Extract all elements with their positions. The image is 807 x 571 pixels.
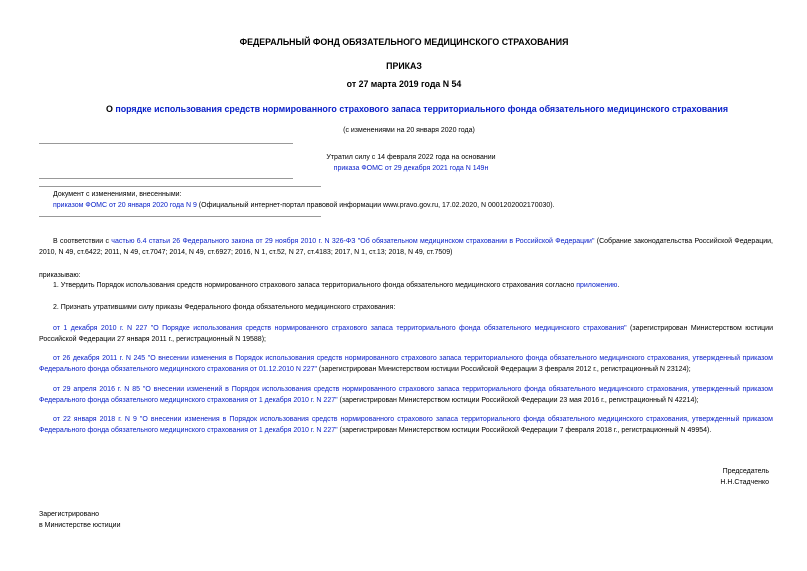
repealed-order-link[interactable]: от 29 апреля 2016 г. N 85 "О внесении изменений в Порядок использования средств нормированного страхового запаса территориального фонда обязательного медицинского страхования, утвержденный приказом Федерального фонда обязательного медицинского страхования от 1 декабря 2010 г. N 227" [39,386,773,404]
registered-line-2: в Министерстве юстиции [39,522,121,529]
signature-role: Председатель [722,468,769,475]
registered-line-1: Зарегистрировано [39,511,99,518]
repealed-order-2: от 26 декабря 2011 г. N 245 "О внесении изменения в Порядок использования средств нормированного страхового запаса территориального фонда обязательного медицинского страхования, утвержденный приказом Федерального фонда обязательного медицинского страхования от 01.12.2010 N 227" (зарегистрирован Министерством юстиции Российской Федерации 3 февраля 2012 г., регистрационный N 23124); [39,355,773,373]
repealed-order-link[interactable]: от 22 января 2018 г. N 9 "О внесении изменения в Порядок использования средств нормированного страхового запаса территориального фонда обязательного медицинского страхования, утвержденный приказом Федерального фонда обязательного медицинского страхования от 1 декабря 2010 г. N 227" [39,416,773,434]
title-link[interactable]: порядке использования средств нормированного страхового запаса территориального фонда обязательного медицинского страхования [115,104,729,114]
doc-title [39,104,795,115]
changes-note: (с изменениями на 20 января 2020 года) [343,127,475,134]
appendix-link[interactable]: приложению [576,282,618,289]
divider [39,143,293,144]
repealed-order-link[interactable]: от 1 декабря 2010 г. N 227 "О Порядке использования средств нормированного страхового запаса территориального фонда обязательного медицинского страхования" [53,325,627,332]
lost-force-link[interactable]: приказа ФОМС от 29 декабря 2021 года N 149н [333,165,489,172]
order-word: приказываю: [39,272,81,279]
doc-date-number: от 27 марта 2019 года N 54 [346,79,462,89]
amendments-block [53,189,773,211]
divider [39,178,293,179]
amendments-label: Документ с изменениями, внесенными: [53,191,182,198]
divider [39,186,321,187]
doc-type: ПРИКАЗ [386,61,422,71]
org-name: ФЕДЕРАЛЬНЫЙ ФОНД ОБЯЗАТЕЛЬНОГО МЕДИЦИНСКОГО СТРАХОВАНИЯ [239,37,569,47]
signature-block [619,466,769,488]
amendment-link[interactable]: приказом ФОМС от 20 января 2020 года N 9 [53,202,197,209]
repealed-order-4: от 22 января 2018 г. N 9 "О внесении изменения в Порядок использования средств нормированного страхового запаса территориального фонда обязательного медицинского страхования, утвержденный приказом Федерального фонда обязательного медицинского страхования от 1 декабря 2010 г. N 227" (зарегистрирован Министерством юстиции Российской Федерации 7 февраля 2018 г., регистрационный N 49954). [39,416,773,434]
preamble: В соответствии с частью 6.4 статьи 26 Федерального закона от 29 ноября 2010 г. N 326-ФЗ "Об обязательном медицинском страховании в Российской Федерации" (Собрание законодательства Российской Федерации, 2010, N 49, ст.6422; 2011, N 49, ст.7047; 2014, N 49, ст.6927; 2016, N 1, ст.52, N 27, ст.4183; 2017, N 1, ст.13; 2018, N 49, ст.7509) [39,238,773,256]
divider [39,216,321,217]
title-prefix: О [105,104,116,114]
amendments-text: приказом ФОМС от 20 января 2020 года N 9 (Официальный интернет-портал правовой информации www.pravo.gov.ru, 17.02.2020, N 0001202002170030). [53,202,555,209]
item-2: 2. Признать утратившими силу приказы Федерального фонда обязательного медицинского страхования: [53,304,396,311]
signature-name: Н.Н.Стадченко [720,479,769,486]
lost-force-note [261,152,561,174]
lost-force-text: Утратил силу с 14 февраля 2022 года на основании [326,154,496,161]
item-1: 1. Утвердить Порядок использования средств нормированного страхового запаса территориального фонда обязательного медицинского страхования согласно приложению. [53,282,620,289]
registration-block [39,509,120,531]
law-link[interactable]: частью 6.4 статьи 26 Федерального закона от 29 ноября 2010 г. N 326-ФЗ "Об обязательном медицинском страховании в Российской Федерации" [111,238,595,245]
repealed-order-3: от 29 апреля 2016 г. N 85 "О внесении изменений в Порядок использования средств нормированного страхового запаса территориального фонда обязательного медицинского страхования, утвержденный приказом Федерального фонда обязательного медицинского страхования от 1 декабря 2010 г. N 227" (зарегистрирован Министерством юстиции Российской Федерации 23 мая 2016 г., регистрационный N 42214); [39,386,773,404]
repealed-order-1: от 1 декабря 2010 г. N 227 "О Порядке использования средств нормированного страхового запаса территориального фонда обязательного медицинского страхования" (зарегистрирован Министерством юстиции Российской Федерации 27 января 2011 г., регистрационный N 19588); [39,325,774,343]
repealed-order-link[interactable]: от 26 декабря 2011 г. N 245 "О внесении изменения в Порядок использования средств нормированного страхового запаса территориального фонда обязательного медицинского страхования, утвержденный приказом Федерального фонда обязательного медицинского страхования от 01.12.2010 N 227" [39,355,773,373]
